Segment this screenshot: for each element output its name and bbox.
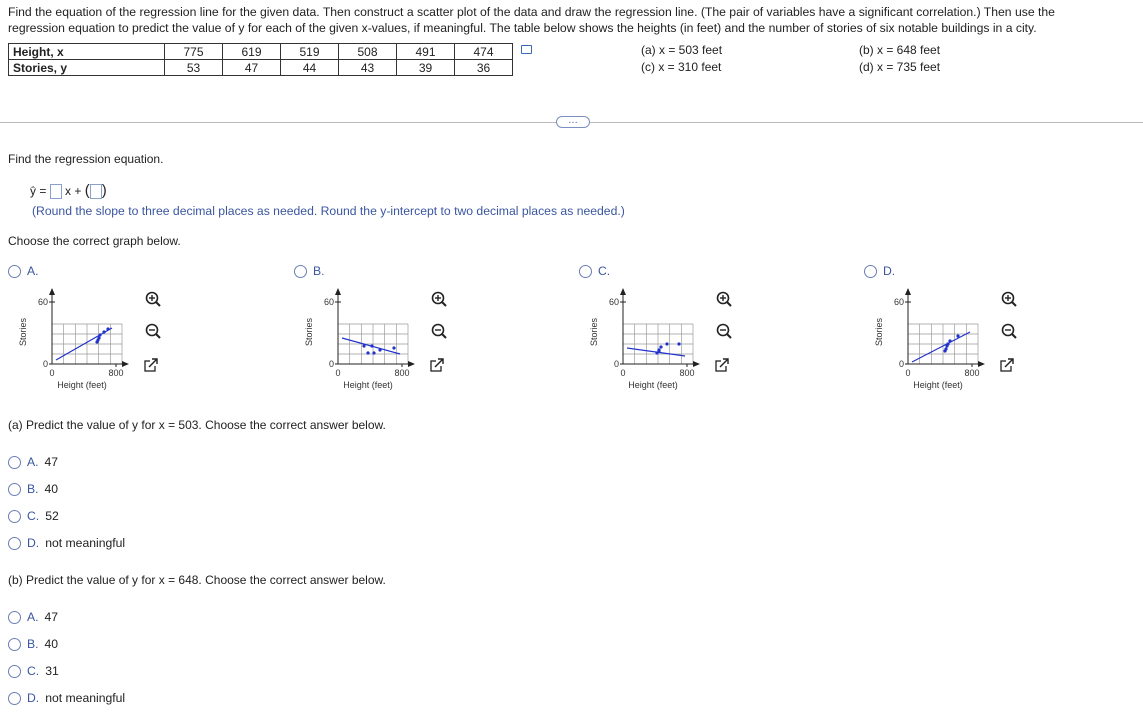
y-axis-arrow [620, 288, 626, 295]
y-axis-arrow [905, 288, 911, 295]
part-b-option-d[interactable] [8, 691, 125, 705]
graph-option-letter: B. [313, 264, 325, 278]
zoom-out-icon[interactable] [718, 325, 732, 339]
regression-line [912, 332, 970, 362]
y-tick-label: 0 [42, 359, 48, 369]
data-point [102, 330, 105, 333]
part-b-option-b[interactable] [8, 637, 58, 651]
option-letter: B. [27, 637, 39, 651]
graph-option-c[interactable] [579, 262, 749, 396]
part-a-option-c[interactable] [8, 509, 59, 523]
zoom-in-icon[interactable] [147, 293, 161, 307]
x-tick-label: 0 [905, 368, 911, 378]
given-x-d: (d) x = 735 feet [859, 60, 941, 74]
option-letter: D. [27, 691, 40, 705]
data-point [943, 349, 946, 352]
part-a-option-a[interactable] [8, 455, 58, 469]
copy-icon[interactable] [521, 45, 532, 54]
y-axis-label: Stories [874, 317, 884, 347]
table-cell: 519 [281, 44, 339, 60]
data-point [392, 346, 395, 349]
problem-statement [8, 4, 1136, 36]
option-text: 40 [44, 637, 59, 651]
data-point [366, 351, 369, 354]
x-axis-arrow [978, 361, 985, 367]
popout-icon[interactable] [1001, 358, 1014, 371]
radio-button[interactable] [579, 265, 592, 278]
table-cell: 775 [165, 44, 223, 60]
option-letter: C. [27, 509, 40, 523]
option-text: not meaningful [45, 536, 126, 550]
open-paren: ( [84, 182, 90, 199]
x-axis-arrow [693, 361, 700, 367]
radio-button[interactable] [8, 692, 21, 705]
y-axis-label: Stories [18, 317, 28, 347]
data-point [370, 344, 373, 347]
option-text: 47 [44, 455, 59, 469]
y-tick-label: 0 [328, 359, 334, 369]
table-cell: 43 [339, 60, 397, 76]
x-tick-label: 800 [394, 368, 410, 378]
popout-icon[interactable] [716, 358, 729, 371]
y-tick-label: 0 [613, 359, 619, 369]
data-point [378, 348, 381, 351]
y-tick-label: 60 [608, 297, 619, 307]
problem-line-2: regression equation to predict the value of y for each of the given x-values, if meaningful. The table below shows the heights (in feet) and the number of stories of six notable buildings in a city. [8, 21, 1037, 35]
part-a-option-d[interactable] [8, 536, 125, 550]
table-row-x [9, 44, 513, 60]
x-tick-label: 800 [964, 368, 980, 378]
graph-option-letter: D. [883, 264, 896, 278]
equation-row [30, 182, 107, 202]
part-a-question: (a) Predict the value of y for x = 503. Choose the correct answer below. [8, 418, 386, 432]
graph-option-letter: C. [598, 264, 611, 278]
y-axis-label: Stories [304, 317, 314, 347]
graph-option-letter: A. [27, 264, 39, 278]
data-point [655, 351, 658, 354]
radio-button[interactable] [8, 483, 21, 496]
data-point [659, 345, 662, 348]
table-cell: 474 [455, 44, 513, 60]
y-tick-label: 60 [37, 297, 48, 307]
zoom-in-icon[interactable] [433, 293, 447, 307]
option-letter: A. [27, 610, 39, 624]
scatter-plot [579, 284, 749, 396]
y-tick-label: 60 [323, 297, 334, 307]
table-cell: 39 [397, 60, 455, 76]
data-point [98, 333, 101, 336]
find-equation-label: Find the regression equation. [8, 152, 164, 166]
y-tick-label: 0 [898, 359, 904, 369]
row-label-stories: Stories, y [9, 60, 165, 76]
radio-button[interactable] [8, 638, 21, 651]
radio-button[interactable] [8, 537, 21, 550]
part-b-option-a[interactable] [8, 610, 58, 624]
table-cell: 53 [165, 60, 223, 76]
x-tick-label: 0 [335, 368, 341, 378]
part-b-question: (b) Predict the value of y for x = 648. Choose the correct answer below. [8, 573, 386, 587]
radio-button[interactable] [864, 265, 877, 278]
option-letter: C. [27, 664, 40, 678]
problem-line-1: Find the equation of the regression line for the given data. Then construct a scatter plot of the data and draw the regression line. (The pair of variables have a significant correlation.) Then use the [8, 5, 1055, 19]
data-point [372, 351, 375, 354]
option-letter: A. [27, 455, 39, 469]
x-tick-label: 800 [108, 368, 124, 378]
x-axis-label: Height (feet) [628, 380, 678, 390]
x-axis-label: Height (feet) [57, 380, 107, 390]
x-tick-label: 0 [49, 368, 55, 378]
slope-input[interactable] [50, 184, 62, 199]
given-x-a: (a) x = 503 feet [641, 43, 723, 57]
graph-option-b[interactable] [294, 262, 464, 396]
option-text: 40 [44, 482, 59, 496]
y-axis-arrow [335, 288, 341, 295]
option-text: 31 [45, 664, 59, 678]
x-axis-label: Height (feet) [913, 380, 963, 390]
x-axis-arrow [408, 361, 415, 367]
zoom-in-icon[interactable] [1003, 293, 1017, 307]
data-point [362, 344, 365, 347]
intercept-input[interactable] [90, 184, 102, 199]
radio-button[interactable] [8, 510, 21, 523]
table-row-y [9, 60, 513, 76]
data-point [677, 342, 680, 345]
yhat-label: ŷ = [30, 184, 47, 198]
graph-option-d[interactable] [864, 262, 1034, 396]
data-point [106, 327, 109, 330]
x-tick-label: 800 [679, 368, 695, 378]
table-cell: 619 [223, 44, 281, 60]
data-point [945, 344, 948, 347]
radio-button[interactable] [8, 265, 21, 278]
part-a-option-b[interactable] [8, 482, 58, 496]
option-letter: B. [27, 482, 39, 496]
given-x-b: (b) x = 648 feet [859, 43, 941, 57]
data-point [665, 342, 668, 345]
rounding-hint: (Round the slope to three decimal places as needed. Round the y-intercept to two decimal places as needed.) [32, 204, 625, 218]
y-axis-label: Stories [589, 317, 599, 347]
y-axis-arrow [49, 288, 55, 295]
option-text: not meaningful [45, 691, 126, 705]
zoom-out-icon[interactable] [1003, 325, 1017, 339]
choose-graph-label: Choose the correct graph below. [8, 234, 181, 248]
radio-button[interactable] [8, 456, 21, 469]
close-paren: ) [101, 182, 107, 199]
zoom-out-icon[interactable] [433, 325, 447, 339]
graph-option-a[interactable] [8, 262, 178, 396]
zoom-in-icon[interactable] [718, 293, 732, 307]
y-tick-label: 60 [893, 297, 904, 307]
more-button[interactable]: … [556, 116, 590, 128]
option-letter: D. [27, 536, 40, 550]
data-table [8, 43, 513, 76]
scatter-plot [864, 284, 1034, 396]
scatter-plot [294, 284, 464, 396]
table-cell: 47 [223, 60, 281, 76]
given-x-c: (c) x = 310 feet [641, 60, 722, 74]
x-axis-label: Height (feet) [343, 380, 393, 390]
option-text: 52 [45, 509, 59, 523]
popout-icon[interactable] [145, 358, 158, 371]
table-cell: 44 [281, 60, 339, 76]
x-tick-label: 0 [620, 368, 626, 378]
row-label-height: Height, x [9, 44, 165, 60]
x-axis-arrow [122, 361, 129, 367]
data-point [95, 340, 98, 343]
table-cell: 36 [455, 60, 513, 76]
radio-button[interactable] [294, 265, 307, 278]
table-cell: 491 [397, 44, 455, 60]
option-text: 47 [44, 610, 59, 624]
data-point [948, 339, 951, 342]
zoom-out-icon[interactable] [147, 325, 161, 339]
radio-button[interactable] [8, 665, 21, 678]
radio-button[interactable] [8, 611, 21, 624]
x-plus-label: x + [65, 184, 82, 198]
popout-icon[interactable] [431, 358, 444, 371]
part-b-option-c[interactable] [8, 664, 59, 678]
table-cell: 508 [339, 44, 397, 60]
data-point [956, 334, 959, 337]
scatter-plot [8, 284, 178, 396]
